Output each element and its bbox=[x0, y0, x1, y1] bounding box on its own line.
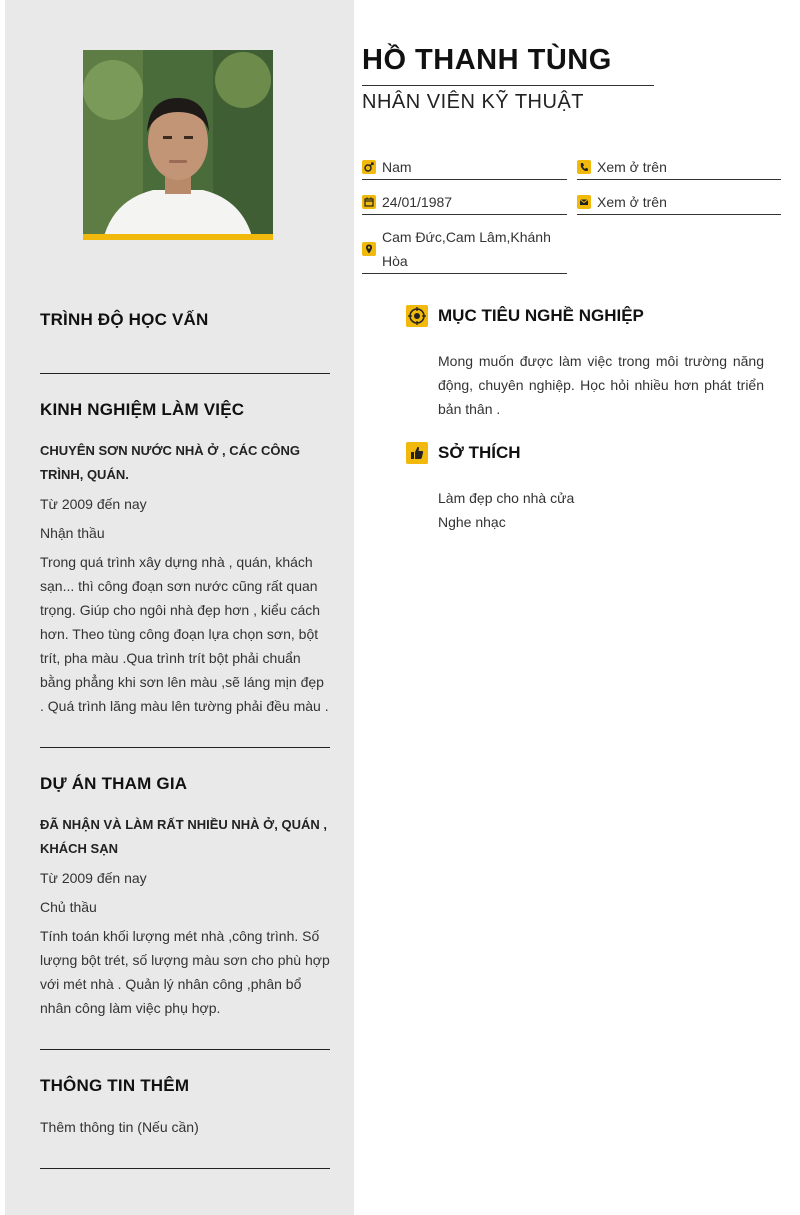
hobby-item: Làm đẹp cho nhà cửa bbox=[438, 490, 575, 506]
project-description: Tính toán khối lượng mét nhà ,công trình. Số lượng bột trét, số lượng màu sơn cho phù hợp với mét nhà . Quản lý nhân công ,phân bổ nhân công làm việc phụ hợp. bbox=[40, 928, 330, 1016]
email-field bbox=[577, 190, 781, 215]
address-value: Cam Đức,Cam Lâm,Khánh Hòa bbox=[382, 229, 551, 269]
birthdate-value: 24/01/1987 bbox=[382, 194, 453, 210]
objective-title: MỤC TIÊU NGHỀ NGHIỆP bbox=[438, 306, 644, 325]
experience-period: Từ 2009 đến nay bbox=[40, 496, 147, 512]
objective-text: Mong muốn được làm việc trong môi trường năng động, chuyên nghiệp. Học hỏi nhiều hơn phát triển bản thân . bbox=[438, 353, 764, 417]
profile-photo bbox=[83, 50, 273, 240]
gender-field bbox=[362, 155, 567, 180]
education-title: TRÌNH ĐỘ HỌC VẤN bbox=[40, 310, 209, 329]
hobby-item: Nghe nhạc bbox=[438, 514, 506, 530]
phone-field bbox=[577, 155, 781, 180]
hobbies-title: SỞ THÍCH bbox=[438, 443, 521, 462]
experience-job-title: CHUYÊN SƠN NƯỚC NHÀ Ở , CÁC CÔNG TRÌNH, QUÁN. bbox=[40, 443, 301, 482]
divider bbox=[40, 1168, 330, 1169]
email-value: Xem ở trên bbox=[597, 194, 667, 210]
divider bbox=[40, 1049, 330, 1050]
project-period: Từ 2009 đến nay bbox=[40, 870, 147, 886]
experience-section bbox=[40, 400, 330, 718]
calendar-icon bbox=[362, 195, 376, 209]
education-section bbox=[40, 310, 330, 330]
gender-icon bbox=[362, 160, 376, 174]
project-title: ĐÃ NHẬN VÀ LÀM RẤT NHIỀU NHÀ Ở, QUÁN , KHÁCH SẠN bbox=[40, 817, 327, 856]
candidate-name: HỒ THANH TÙNG bbox=[362, 44, 612, 76]
additional-section bbox=[40, 1076, 330, 1139]
additional-title: THÔNG TIN THÊM bbox=[40, 1076, 190, 1095]
phone-value: Xem ở trên bbox=[597, 159, 667, 175]
experience-title: KINH NGHIỆM LÀM VIỆC bbox=[40, 400, 245, 419]
address-field bbox=[362, 225, 567, 274]
gender-value: Nam bbox=[382, 159, 412, 175]
projects-section bbox=[40, 774, 330, 1020]
additional-text: Thêm thông tin (Nếu cần) bbox=[40, 1119, 199, 1135]
divider bbox=[40, 373, 330, 374]
divider bbox=[40, 747, 330, 748]
birthdate-field bbox=[362, 190, 567, 215]
target-icon bbox=[406, 305, 428, 327]
experience-description: Trong quá trình xây dựng nhà , quán, khách sạn... thì công đoạn sơn nước cũng rất quan trọng. Giúp cho ngôi nhà đẹp hơn , kiểu cách hơn. Theo tùng công đoạn lựa chọn sơn, bột trít, pha màu .Qua trình trít bột phải chuẩn bằng phẳng khi sơn lên màu ,sẽ láng mịn đẹp . Quá trình lăng màu lên tường phải đều màu . bbox=[40, 554, 329, 714]
avatar-photo bbox=[83, 50, 273, 240]
location-pin-icon bbox=[362, 242, 376, 256]
project-position: Chủ thầu bbox=[40, 899, 97, 915]
phone-icon bbox=[577, 160, 591, 174]
name-underline bbox=[362, 85, 654, 86]
email-icon bbox=[577, 195, 591, 209]
photo-accent-bar bbox=[83, 234, 273, 240]
thumbs-up-icon bbox=[406, 442, 428, 464]
projects-title: DỰ ÁN THAM GIA bbox=[40, 774, 188, 793]
hobbies-list bbox=[438, 486, 764, 534]
experience-position: Nhận thầu bbox=[40, 525, 105, 541]
candidate-role: NHÂN VIÊN KỸ THUẬT bbox=[362, 91, 584, 113]
